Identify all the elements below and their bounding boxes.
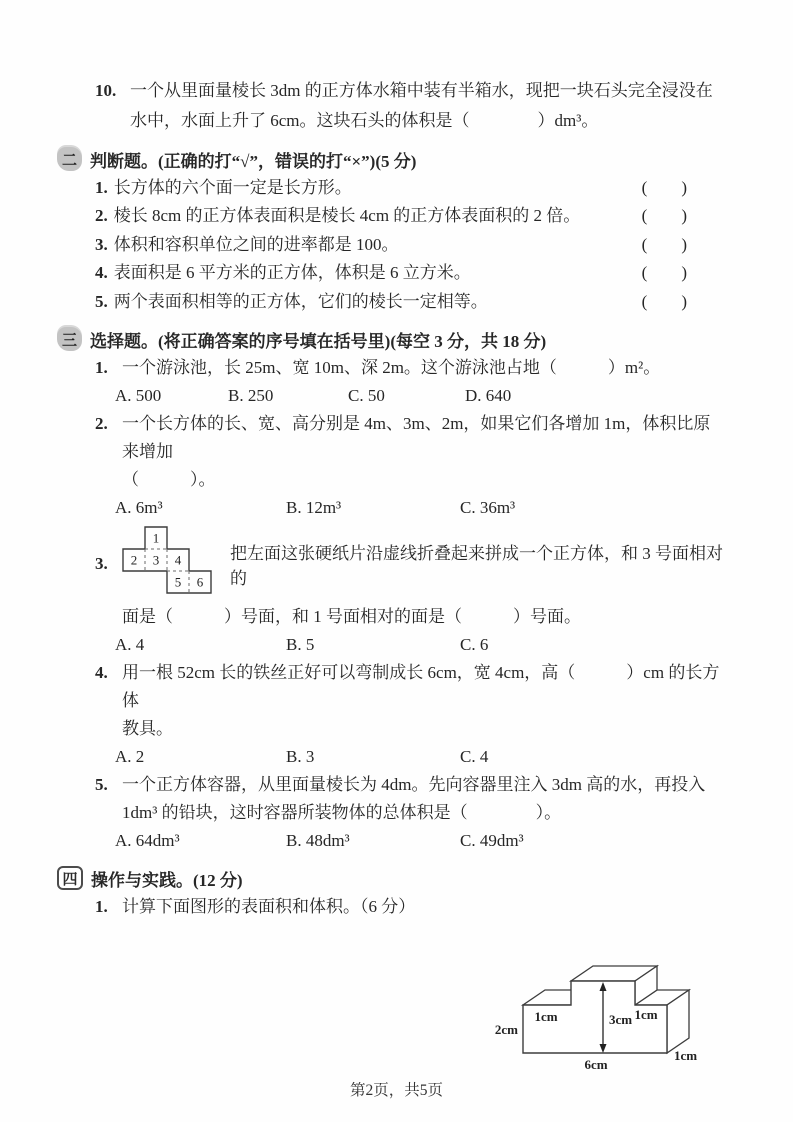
judge-item-text: 表面积是 6 平方米的正方体，体积是 6 立方米。: [113, 263, 471, 283]
choice-option-b: B. 5: [286, 635, 315, 655]
judge-item-number: 5.: [95, 291, 108, 311]
figure-label-left-top: 1cm: [534, 1009, 558, 1025]
judge-item-number: 3.: [95, 234, 108, 254]
solid-figure: [478, 923, 793, 1080]
figure-label-right-top: 1cm: [634, 1007, 658, 1023]
judge-section-title: 判断题。(正确的打“√”，错误的打“×”)(5 分): [90, 151, 417, 171]
question-text: 1dm³ 的铅块，这时容器所装物体的总体积是（ ）。: [122, 803, 562, 823]
figure-label-depth: 1cm: [674, 1048, 698, 1064]
question-number: 1.: [95, 358, 108, 378]
figure-label-bottom: 6cm: [584, 1057, 608, 1073]
judge-item-number: 1.: [95, 178, 108, 197]
question-text: 把左面这张硬纸片沿虚线折叠起来拼成一个正方体，和 3 号面相对的: [230, 543, 723, 588]
choice-question-4: [95, 659, 724, 743]
choice-question-5: [95, 771, 724, 827]
net-cell-3: 3: [152, 552, 160, 568]
choice-option-b: B. 48dm³: [286, 831, 350, 851]
question-number: 2.: [95, 414, 108, 434]
question-text: 教具。: [122, 719, 173, 739]
question-number: 4.: [95, 663, 108, 683]
question-10-line2: 水中，水面上升了 6cm。这块石头的体积是（ ）dm³。: [130, 111, 599, 130]
choice-option-c: C. 4: [460, 747, 489, 767]
figure-label-mid-height: 3cm: [609, 1012, 633, 1028]
section-three-badge-icon: 三: [57, 327, 82, 351]
practice-section-title: 操作与实践。(12 分): [91, 870, 243, 890]
choice-options-row: [115, 494, 793, 522]
net-cell-5: 5: [174, 574, 182, 590]
question-text: 用一根 52cm 长的铁丝正好可以弯制成长 6cm，宽 4cm，高（ ）cm 的长方体: [122, 663, 720, 711]
choice-options-row: [115, 631, 793, 659]
question-number: 1.: [95, 897, 108, 917]
answer-parens: ( ): [641, 291, 687, 311]
judge-item: [95, 231, 687, 259]
choice-option-a: A. 2: [115, 747, 145, 767]
question-text: 一个游泳池，长 25m、宽 10m、深 2m。这个游泳池占地（ ）m²。: [122, 358, 661, 378]
choice-question-3-line2: [95, 603, 724, 631]
exam-page: [0, 76, 793, 1080]
question-number: 3.: [95, 553, 108, 573]
choice-option-a: A. 500: [115, 386, 162, 406]
judge-section-header: [57, 144, 793, 174]
section-four-badge-icon: 四: [57, 866, 83, 890]
choice-question-3: [95, 522, 735, 603]
judge-item: [95, 202, 687, 230]
choice-option-c: C. 36m³: [460, 498, 516, 518]
page-footer: 第2页，共5页: [349, 1082, 443, 1099]
net-cell-1: 1: [152, 530, 160, 546]
choice-option-d: D. 640: [465, 386, 512, 406]
answer-parens: ( ): [641, 263, 687, 283]
choice-option-b: B. 12m³: [286, 498, 342, 518]
choice-section-title: 选择题。(将正确答案的序号填在括号里)(每空 3 分，共 18 分): [90, 331, 547, 351]
judge-item-text: 长方体的六个面一定是长方形。: [113, 178, 352, 197]
choice-option-a: A. 4: [115, 635, 145, 655]
choice-options-row: [115, 382, 793, 410]
figure-label-left-height: 2cm: [494, 1022, 518, 1038]
choice-option-b: B. 3: [286, 747, 315, 767]
net-cell-2: 2: [130, 552, 138, 568]
judge-item-number: 2.: [95, 206, 108, 226]
net-cell-4: 4: [174, 552, 182, 568]
choice-option-a: A. 6m³: [115, 498, 163, 518]
judge-item-number: 4.: [95, 263, 108, 283]
choice-question-1: [95, 354, 724, 382]
choice-option-a: A. 64dm³: [115, 831, 180, 851]
choice-option-b: B. 250: [228, 386, 274, 406]
choice-options-row: [115, 827, 793, 855]
answer-parens: ( ): [641, 178, 687, 197]
practice-section-header: [57, 863, 793, 893]
judge-item-text: 体积和容积单位之间的进率都是 100。: [113, 234, 399, 254]
judge-item-text: 两个表面积相等的正方体，它们的棱长一定相等。: [113, 291, 488, 311]
question-10-number: 10.: [95, 81, 117, 100]
answer-parens: ( ): [641, 206, 687, 226]
judge-item: [95, 288, 687, 316]
question-10: [95, 76, 732, 136]
question-text: 一个正方体容器，从里面量棱长为 4dm。先向容器里注入 3dm 高的水，再投入: [122, 775, 706, 795]
judge-item-text: 棱长 8cm 的正方体表面积是棱长 4cm 的正方体表面积的 2 倍。: [113, 206, 581, 226]
section-two-badge-icon: 二: [57, 147, 82, 171]
question-number: 5.: [95, 775, 108, 795]
question-text: 一个长方体的长、宽、高分别是 4m、3m、2m，如果它们各增加 1m，体积比原来增加: [122, 414, 711, 462]
practice-question-1: [95, 893, 724, 921]
question-text: （ ）。: [122, 470, 216, 490]
net-cell-6: 6: [196, 574, 204, 590]
answer-parens: ( ): [641, 234, 687, 254]
question-text: 计算下面图形的表面积和体积。（6 分）: [122, 897, 416, 917]
choice-options-row: [115, 743, 793, 771]
choice-option-c: C. 50: [348, 386, 385, 406]
question-text: 面是（ ）号面，和 1 号面相对的面是（ ）号面。: [122, 607, 581, 627]
choice-question-2: [95, 410, 724, 494]
question-10-line1: 一个从里面量棱长 3dm 的正方体水箱中装有半箱水，现把一块石头完全浸没在: [130, 81, 713, 100]
choice-option-c: C. 49dm³: [460, 831, 524, 851]
judge-item: [95, 259, 687, 287]
choice-section-header: [57, 324, 793, 354]
choice-option-c: C. 6: [460, 635, 489, 655]
judge-item: [95, 174, 687, 202]
cube-net-diagram: [122, 526, 214, 601]
